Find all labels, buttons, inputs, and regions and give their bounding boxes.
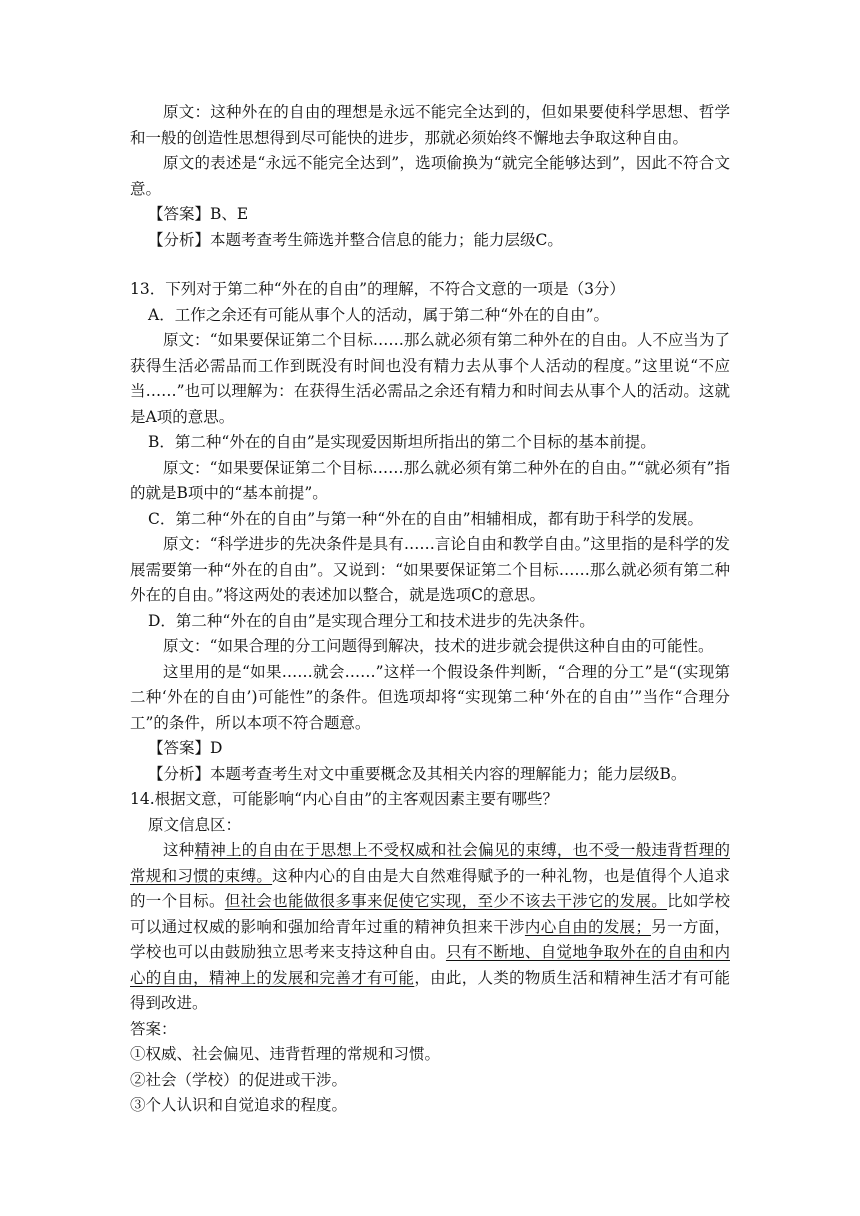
option-a-source: 原文：“如果要保证第二个目标……那么就必须有第二种外在的自由。人不应当为了获得生活必需品而工作到既没有时间也没有精力去从事个人活动的程度。”这里说“不应当……”也可以理解为：在获得生活必需品之余还有精力和时间去从事个人的活动。这就是A项的意思。	[130, 331, 730, 426]
analysis-label: 【分析】	[148, 230, 211, 249]
answer-item-2: ②社会（学校）的促进或干涉。	[130, 1070, 348, 1089]
paragraph-q12-explanation: 原文的表述是“永远不能完全达到”，选项偷换为“就完全能够达到”，因此不符合文意。	[130, 154, 730, 198]
option-a: A．工作之余还有可能从事个人的活动，属于第二种“外在的自由”。	[148, 305, 610, 324]
answer-item-3: ③个人认识和自觉追求的程度。	[130, 1096, 348, 1114]
answer-value: D	[210, 739, 223, 757]
source-info-passage: 这种精神上的自由在于思想上不受权威和社会偏见的束缚，也不受一般违背哲理的常规和习惯的束缚。这种内心的自由是大自然难得赋予的一种礼物，也是值得个人追求的一个目标。但社会也能做很多事来促使它实现，至少不该去干涉它的发展。比如学校可以通过权威的影响和强加给青年过重的精神负担来干涉内心自由的发展；另一方面，学校也可以由鼓励独立思考来支持这种自由。只有不断地、自觉地争取外在的自由和内心的自由，精神上的发展和完善才有可能，由此，人类的物质生活和精神生活才有可能得到改进。	[130, 841, 730, 1012]
answer-heading: 答案：	[130, 1019, 177, 1038]
underlined-text: 但社会也能做很多事来促使它实现，至少不该去干涉它的发展。	[224, 892, 668, 910]
paragraph-q12-source: 原文：这种外在的自由的理想是永远不能完全达到的，但如果要使科学思想、哲学和一般的创造性思想得到尽可能快的进步，那就必须始终不懈地去争取这种自由。	[130, 103, 730, 147]
answer-line	[130, 736, 730, 762]
question-14-title: 14.根据文意，可能影响“内心自由”的主客观因素主要有哪些？	[130, 790, 559, 808]
answer-item-1: ①权威、社会偏见、违背哲理的常规和习惯。	[130, 1045, 441, 1063]
option-c-source: 原文：“科学进步的先决条件是具有……言论自由和教学自由。”这里指的是科学的发展需要第一种“外在的自由”。又说到：“如果要保证第二个目标……那么就必须有第二种外在的自由。”将这两处的表述加以整合，就是选项C的意思。	[130, 535, 730, 604]
document-body	[130, 100, 730, 1119]
source-info-label: 原文信息区：	[148, 815, 242, 834]
option-b-source: 原文：“如果要保证第二个目标……那么就必须有第二种外在的自由。”“就必须有”指的就是B项中的“基本前提”。	[130, 458, 730, 502]
answer-value: B、E	[210, 205, 249, 223]
option-c: C．第二种“外在的自由”与第一种“外在的自由”相辅相成，都有助于科学的发展。	[148, 509, 704, 528]
underlined-text: 精神上的自由在于思想上不受权威和社会偏见的束缚，也不受一般违背哲理的常规和习惯的束缚。	[130, 841, 730, 885]
answer-line	[130, 202, 730, 228]
analysis-line: 【分析】本题考查考生对文中重要概念及其相关内容的理解能力；能力层级B。	[148, 764, 687, 783]
option-d-explanation: 这里用的是“如果……就会……”这样一个假设条件判断，“合理的分工”是“(实现第二种‘外在的自由’)可能性”的条件。但选项却将“实现第二种‘外在的自由’”当作“合理分工”的条件，所以本项不符合题意。	[130, 662, 730, 732]
question-13-title: 13．下列对于第二种“外在的自由”的理解，不符合文意的一项是（3分）	[130, 280, 625, 298]
option-b: B．第二种“外在的自由”是实现爱因斯坦所指出的第二个目标的基本前提。	[148, 433, 656, 451]
underlined-text: 内心自由的发展；	[524, 917, 651, 936]
option-d: D．第二种“外在的自由”是实现合理分工和技术进步的先决条件。	[148, 611, 595, 630]
option-d-source: 原文：“如果合理的分工问题得到解决，技术的进步就会提供这种自由的可能性。	[163, 637, 714, 655]
answer-label: 【答案】	[148, 205, 211, 223]
analysis-label: 【分析】	[148, 764, 211, 783]
analysis-line: 【分析】本题考查考生筛选并整合信息的能力；能力层级C。	[148, 230, 563, 249]
underlined-text: 只有不断地、自觉地争取外在的自由和内心的自由，精神上的发展和完善才有可能	[130, 943, 730, 987]
answer-label: 【答案】	[148, 739, 211, 757]
